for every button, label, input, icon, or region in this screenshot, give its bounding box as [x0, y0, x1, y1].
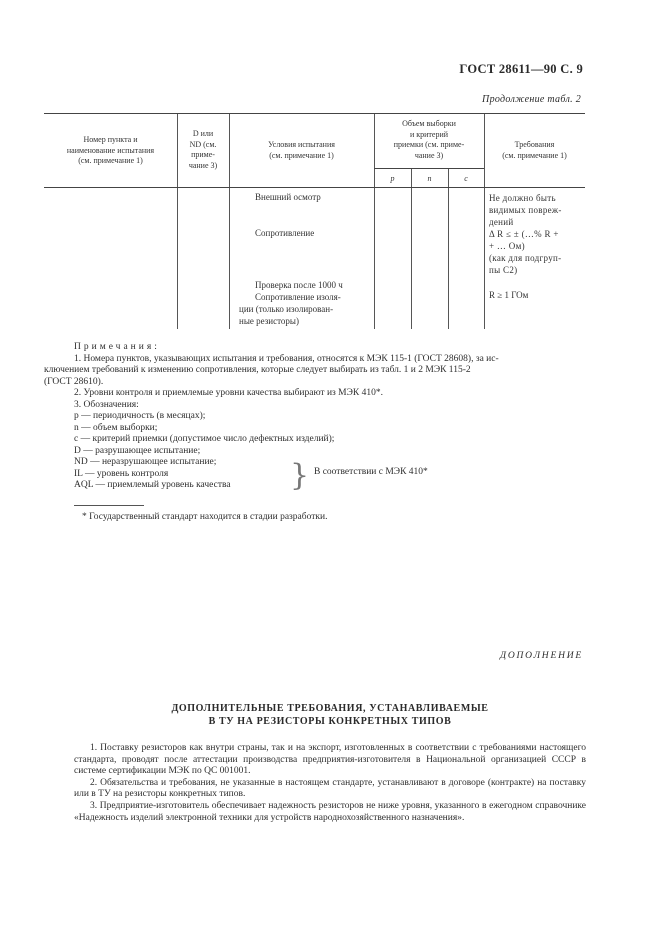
- footnote: * Государственный стандарт находится в стадии разработки.: [82, 512, 328, 522]
- footnote-divider: [74, 505, 144, 506]
- addendum-p2: 2. Обязательства и требования, не указанные в настоящем стандарте, устанавливают в договоре (контракте) на поставку или в ТУ на резисторы конкретных типов.: [74, 777, 586, 800]
- col-header-item: Номер пункта и наименование испытания (см. примечание 1): [66, 135, 155, 165]
- col-header-d-nd: D или ND (см. приме- чание 3): [188, 129, 218, 170]
- table-continuation-label: Продолжение табл. 2: [482, 94, 581, 105]
- cond-after-1000h: Проверка после 1000 ч Сопротивление изоля- ции (только изолирован- ные резисторы): [239, 280, 343, 326]
- addendum-title: ДОПОЛНИТЕЛЬНЫЕ ТРЕБОВАНИЯ, УСТАНАВЛИВАЕМЫЕ В ТУ НА РЕЗИСТОРЫ КОНКРЕТНЫХ ТИПОВ: [171, 703, 489, 727]
- def-aql: AQL — приемлемый уровень качества: [74, 480, 231, 490]
- req-insulation: R ≥ 1 ГОм: [489, 290, 529, 300]
- test-table: [44, 113, 585, 329]
- note-2: 2. Уровни контроля и приемлемые уровни качества выбирают из МЭК 410*.: [74, 388, 383, 398]
- col-header-sampling: Объем выборки и критерий приемки (см. приме- чание 3): [393, 119, 465, 160]
- def-n: n — объем выборки;: [74, 422, 158, 433]
- col-header-c: c: [464, 174, 468, 183]
- addendum-p3: 3. Предприятие-изготовитель обеспечивает надежность резисторов не ниже уровня, указанного в ежегодном справочнике «Надежность изделий электронной техники для устройств народнохозяйственного назначения».: [74, 800, 586, 823]
- def-nd: ND — неразрушающее испытание;: [74, 457, 217, 467]
- col-header-p: p: [390, 174, 395, 183]
- brace-icon: }: [290, 458, 310, 493]
- addendum-text: [74, 743, 586, 824]
- note-1: 1. Номера пунктов, указывающих испытания и требования, относятся к МЭК 115-1 (ГОСТ 28608), за ис- ключением требований к изменению сопротивления, которые следует выбирать из табл. 1 и 2 МЭК 115-2 (ГОСТ 28610).: [44, 353, 499, 387]
- req-visual-resistance: Не должно быть видимых повреж- дений Δ R ≤ ± (…% R + + … Ом) (как для подгруп- пы С2): [489, 193, 562, 275]
- note-3: 3. Обозначения:: [74, 399, 139, 410]
- def-p: p — периодичность (в месяцах);: [74, 411, 206, 421]
- cond-resistance: Сопротивление: [255, 228, 315, 238]
- def-d: D — разрушающее испытание;: [74, 445, 201, 456]
- cond-visual: Внешний осмотр: [255, 192, 321, 202]
- col-header-n: n: [427, 174, 432, 183]
- addendum-p1: 1. Поставку резисторов как внутри страны, так и на экспорт, изготовленных в соответствии с требованиями настоящего стандарта, проводят после аттестации производства предприятия-изготовителя в Национальной организацией СССР в системе сертификации МЭК по QC 001001.: [74, 743, 586, 777]
- col-header-conditions: Условия испытания (см. примечание 1): [268, 140, 335, 160]
- addendum-label: ДОПОЛНЕНИЕ: [499, 651, 583, 661]
- notes-heading: Примечания:: [74, 342, 160, 352]
- col-header-requirements: Требования (см. примечание 1): [502, 140, 567, 160]
- iec-reference: В соответствии с МЭК 410*: [314, 467, 428, 477]
- def-il: IL — уровень контроля: [74, 468, 169, 479]
- page-header: ГОСТ 28611—90 С. 9: [459, 62, 583, 76]
- def-c: c — критерий приемки (допустимое число дефектных изделий);: [74, 434, 335, 444]
